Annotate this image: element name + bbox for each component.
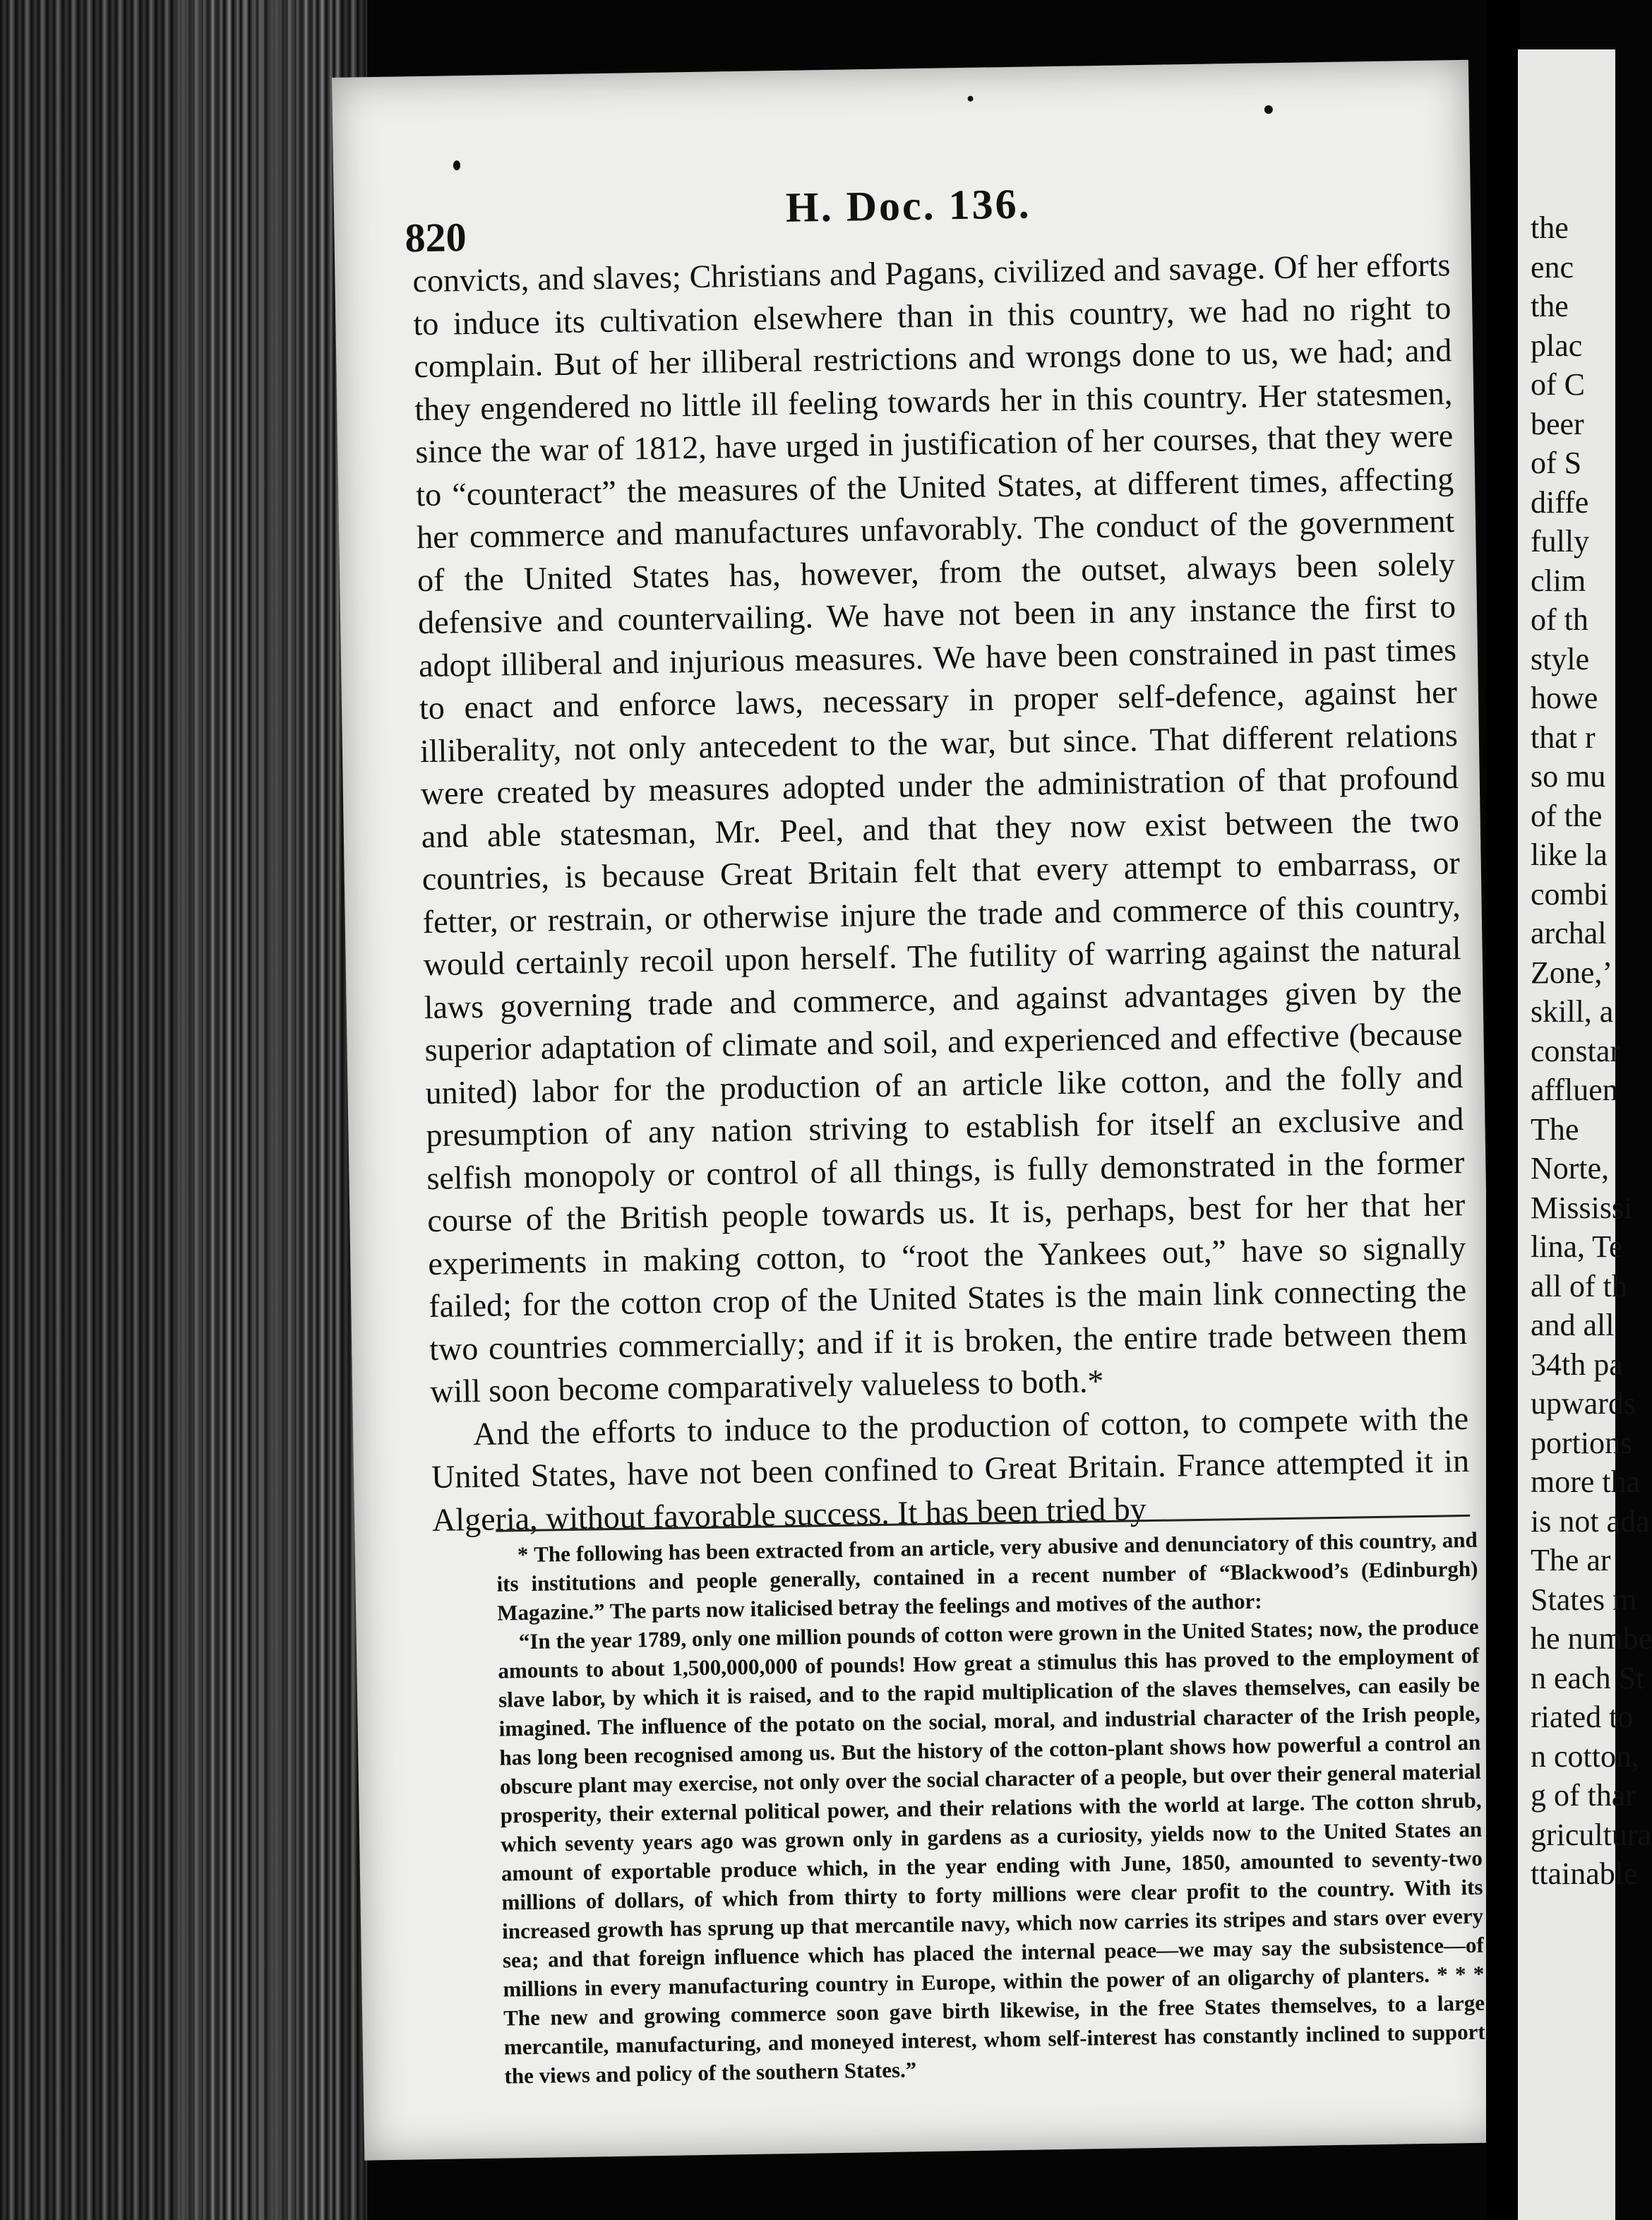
facing-page-line: and all	[1531, 1308, 1615, 1342]
facing-page-line: that r	[1531, 720, 1596, 755]
facing-page-line: clim	[1531, 563, 1586, 598]
footnote	[496, 1525, 1486, 2091]
facing-page-line: The	[1531, 1111, 1579, 1147]
facing-page-line: the	[1531, 289, 1569, 323]
footnote-quote: “In the year 1789, only one million pounds of cotton were grown in the United States; now, the produce amounts to about 1,500,000,000 of pounds! How great a stimulus this has proved to the employment of slave labor, by which it is raised, and to the rapid multiplication of the slaves themselves, can easily be imagined. The influence of the potato on the social, moral, and industrial character of the Irish people, has long been recognised among us. But the history of the cotton-plant shows how powerful a control an obscure plant may exercise, not only over the social character of a people, but over their general material prosperity, their external political power, and their relations with the world at large. The cotton shrub, which seventy years ago was grown only in gardens as a curiosity, yields now to the United States an amount of exportable produce which, in the year ending with June, 1850, amounted to seventy-two millions of dollars, of which from thirty to forty millions were clear profit to the country. With its increased growth has sprung up that mercantile navy, which now carries its stripes and stars over every sea; and that foreign influence which has placed the internal peace—we may say the subsistence—of millions in every manufacturing country in Europe, within the power of an oligarchy of planters. * * * The new and growing commerce soon gave birth likewise, in the free States themselves, to a large mercantile, manufacturing, and moneyed interest, whom self-interest has constantly inclined to support the views and policy of the southern States.”	[498, 1613, 1485, 2089]
facing-page-line: like la	[1531, 837, 1608, 872]
facing-page-line: more tha	[1531, 1464, 1641, 1499]
facing-page-line: archal	[1531, 916, 1607, 950]
ink-speck	[453, 160, 460, 170]
document-page	[332, 60, 1501, 2161]
facing-page-line: of C	[1531, 367, 1585, 402]
facing-page-line: g of thar	[1531, 1778, 1636, 1813]
page-gutter	[1486, 0, 1520, 2220]
facing-page-line: portions	[1531, 1425, 1633, 1460]
book-spine-edge	[0, 0, 367, 2220]
facing-page-strip	[1518, 49, 1652, 2220]
facing-page-line: enc	[1531, 249, 1574, 285]
facing-page-line: of S	[1531, 446, 1582, 480]
page-number: 820	[405, 214, 467, 261]
facing-page-line: all of th	[1531, 1268, 1627, 1303]
facing-page-line: is not ada	[1531, 1503, 1650, 1539]
ink-speck	[968, 96, 974, 102]
facing-page-line: fully	[1531, 524, 1590, 559]
facing-page-line: constar	[1531, 1033, 1621, 1068]
facing-page-line: States m	[1531, 1582, 1637, 1617]
facing-page-line: upwards	[1531, 1386, 1636, 1421]
facing-page-line: Norte,	[1531, 1151, 1610, 1186]
facing-page-line: The ar	[1531, 1543, 1611, 1577]
facing-page-line: beer	[1531, 406, 1584, 441]
footnote-intro: * The following has been extracted from an article, very abusive and denunciatory of this country, and its institutions and people generally, contained in a recent number of “Blackwood’s (Edinburgh) Magazine.” The parts now italicised betray the feelings and motives of the author:	[496, 1527, 1478, 1625]
facing-page-line: affluen	[1531, 1073, 1618, 1107]
facing-page-line: howe	[1531, 681, 1598, 715]
facing-page-line: ttainable	[1531, 1856, 1638, 1891]
facing-page-line: style	[1531, 641, 1590, 676]
facing-page-line: so mu	[1531, 759, 1606, 794]
facing-page-line: Mississi	[1531, 1190, 1633, 1225]
ink-speck	[1264, 105, 1273, 114]
facing-page-line: of th	[1531, 602, 1588, 637]
running-head: H. Doc. 136.	[785, 180, 1032, 231]
body-text	[412, 244, 1470, 1541]
facing-page-line: Zone,’	[1531, 955, 1613, 990]
body-paragraph-2: And the efforts to induce to the production of cotton, to compete with the United States, have not been confined to Great Britain. France attempted it in Algeria, without favorable success. It has been tried by	[431, 1400, 1470, 1538]
facing-page-line: plac	[1531, 328, 1583, 363]
facing-page-lines	[1518, 208, 1652, 1894]
facing-page-line: combi	[1531, 876, 1608, 912]
facing-page-line: skill, a	[1531, 994, 1614, 1029]
facing-page-line: riated to	[1531, 1700, 1634, 1734]
facing-page-line: n each St	[1531, 1660, 1645, 1695]
facing-page-line: n cotton,	[1531, 1738, 1639, 1774]
facing-page-line: the	[1531, 210, 1569, 245]
facing-page-line: lina, Te	[1531, 1229, 1623, 1264]
facing-page-line: he numbe	[1531, 1621, 1652, 1656]
facing-page-line: of the	[1531, 798, 1603, 833]
body-paragraph-1: convicts, and slaves; Christians and Pagans, civilized and savage. Of her efforts to induce its cultivation elsewhere than in this country, we had no right to complain. But of her illiberal restrictions and wrongs done to us, we had; and they engendered no little ill feeling towards her in this country. Her statesmen, since the war of 1812, have urged in justification of her courses, that they were to “counteract” the measures of the United States, at different times, affecting her commerce and manufactures unfavorably. The conduct of the government of the United States has, however, from the outset, always been solely defensive and countervailing. We have not been in any instance the first to adopt illiberal and injurious measures. We have been constrained in past times to enact and enforce laws, necessary in proper self-defence, against her illiberality, not only antecedent to the war, but since. That different relations were created by measures adopted under the administration of that profound and able statesman, Mr. Peel, and that they now exist between the two countries, is because Great Britain felt that every attempt to embarrass, or fetter, or restrain, or otherwise injure the trade and commerce of this country, would certainly recoil upon herself. The futility of warring against the natural laws governing trade and commerce, and against advantages given by the superior adaptation of climate and soil, and experienced and effective (because united) labor for the production of an article like cotton, and the folly and presumption of any nation striving to establish for itself an exclusive and selfish monopoly or control of all things, is fully demonstrated in the former course of the British people towards us. It is, perhaps, best for her that her experiments in making cotton, to “root the Yankees out,” have so signally failed; for the cotton crop of the United States is the main link connecting the two countries commercially; and if it is broken, the entire trade between them will soon become comparatively valueless to both.*	[412, 246, 1468, 1410]
facing-page-line: 34th pa	[1531, 1347, 1623, 1382]
facing-page-line: diffe	[1531, 484, 1589, 520]
facing-page-line: gricultura	[1531, 1817, 1652, 1852]
